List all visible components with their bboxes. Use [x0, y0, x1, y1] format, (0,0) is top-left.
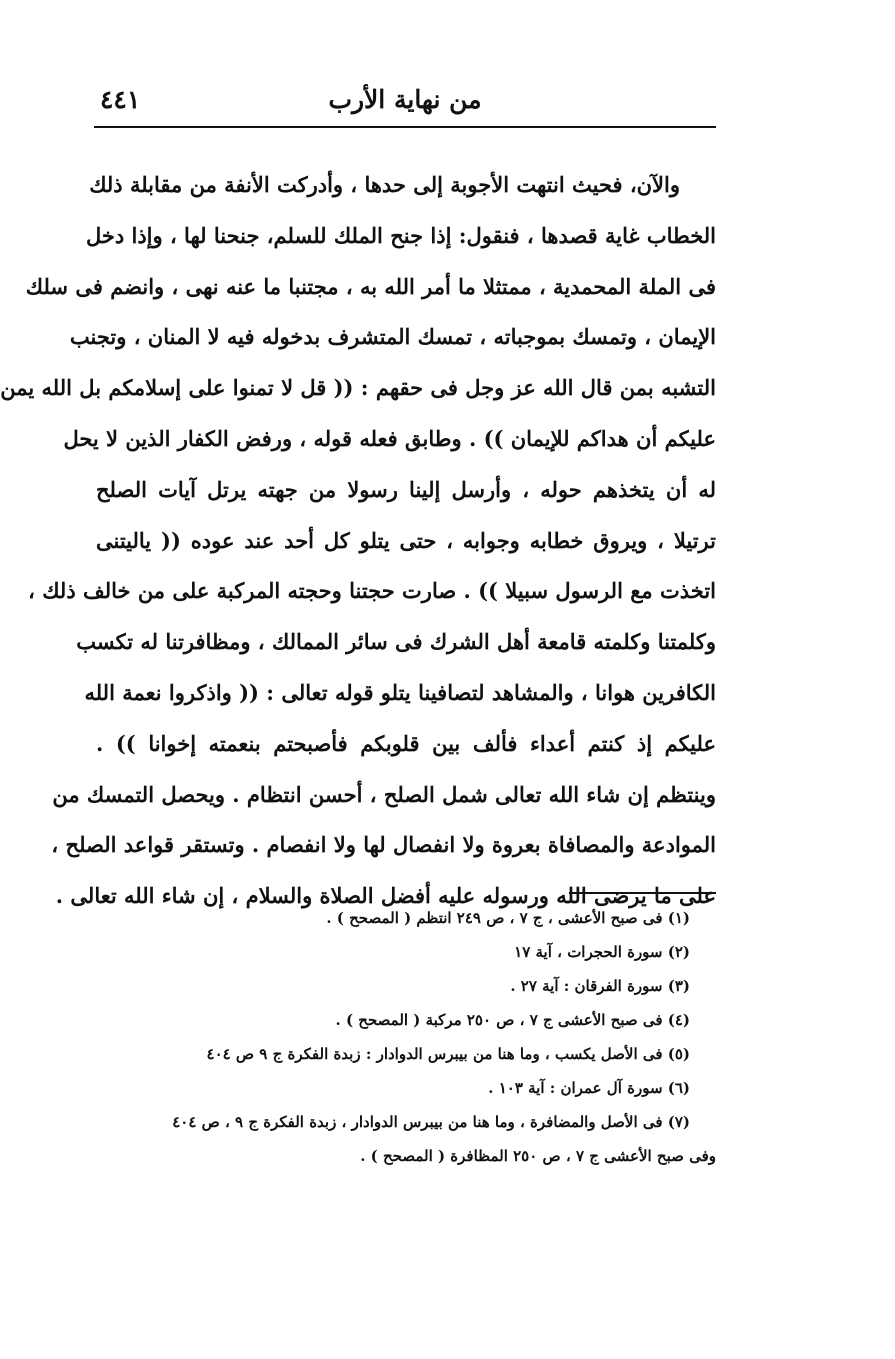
text-line: اتخذت مع الرسول سبيلا )) . صارت حجتنا وحجته المركبة على من خالف ذلك ،	[28, 578, 716, 604]
footnote: (١) فى صبح الأعشى ، ج ٧ ، ص ٢٤٩ انتظم ( المصحح ) .	[326, 909, 690, 927]
header-rule	[94, 126, 716, 128]
text-line: التشبه بمن قال الله عز وجل فى حقهم : (( قل لا تمنوا على إسلامكم بل الله يمن	[0, 375, 716, 401]
running-title: من نهاية الأرب	[328, 85, 482, 114]
text-line: ترتيلا ، ويروق خطابه وجوابه ، حتى يتلو كل أحد عند عوده (( ياليتنى	[96, 527, 716, 553]
page-header	[94, 78, 716, 126]
text-line: على ما يرضى الله ورسوله عليه أفضل الصلاة والسلام ، إن شاء الله تعالى .	[55, 883, 716, 909]
footnote: (٥) فى الأصل يكسب ، وما هنا من بيبرس الدوادار : زبدة الفكرة ج ٩ ص ٤٠٤	[206, 1045, 690, 1063]
text-line: له أن يتخذهم حوله ، وأرسل إلينا رسولا من جهته يرتل آيات الصلح	[96, 476, 716, 502]
footnote: (٧) فى الأصل والمضافرة ، وما هنا من بيبرس الدوادار ، زبدة الفكرة ج ٩ ، ص ٤٠٤	[172, 1113, 690, 1131]
text-line: فى الملة المحمدية ، ممتثلا ما أمر الله به ، مجتنبا ما عنه نهى ، وانضم فى سلك	[25, 273, 716, 299]
text-line: والآن، فحيث انتهت الأجوبة إلى حدها ، وأدركت الأنفة من مقابلة ذلك	[89, 172, 680, 197]
text-line: الموادعة والمصافاة بعروة ولا انفصال لها ولا انفصام . وتستقر قواعد الصلح ،	[51, 832, 716, 858]
footnote: (٢) سورة الحجرات ، آية ١٧	[514, 943, 690, 961]
text-line: الخطاب غاية قصدها ، فنقول: إذا جنح الملك للسلم، جنحنا لها ، وإذا دخل	[85, 222, 716, 248]
footnote-rule	[569, 892, 716, 894]
page-number: ٤٤١	[100, 85, 141, 114]
footnotes	[114, 901, 716, 1173]
text-line: وكلمتنا وكلمته قامعة أهل الشرك فى سائر الممالك ، ومظافرتنا له تكسب	[76, 629, 716, 655]
text-line: عليكم أن هداكم للإيمان )) . وطابق فعله قوله ، ورفض الكفار الذين لا يحل	[63, 425, 716, 451]
footnote: (٦) سورة آل عمران : آية ١٠٣ .	[488, 1079, 690, 1097]
footnote-continuation: وفى صبح الأعشى ج ٧ ، ص ٢٥٠ المظافرة ( المصحح ) .	[360, 1147, 716, 1165]
text-line: الكافرين هوانا ، والمشاهد لتصافينا يتلو قوله تعالى : (( واذكروا نعمة الله	[84, 679, 716, 705]
text-line: الإيمان ، وتمسك بموجباته ، تمسك المتشرف بدخوله فيه لا المنان ، وتجنب	[69, 324, 716, 350]
text-line: وينتظم إن شاء الله تعالى شمل الصلح ، أحسن انتظام . ويحصل التمسك من	[52, 781, 716, 807]
footnote: (٤) فى صبح الأعشى ج ٧ ، ص ٢٥٠ مركبة ( المصحح ) .	[335, 1011, 690, 1029]
footnote: (٣) سورة الفرقان : آية ٢٧ .	[510, 977, 690, 995]
main-text	[0, 160, 716, 922]
text-line: عليكم إذ كنتم أعداء فألف بين قلوبكم فأصبحتم بنعمته إخوانا )) .	[96, 730, 716, 756]
